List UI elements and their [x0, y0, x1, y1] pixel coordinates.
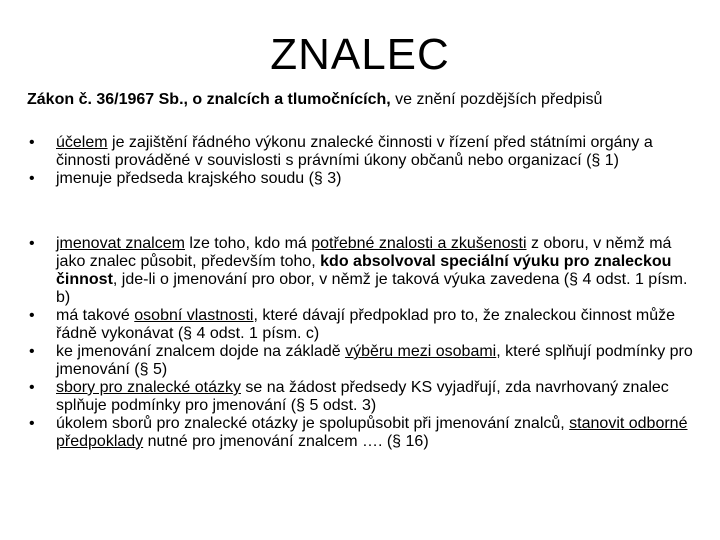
list-item-personal-qualities — [29, 307, 701, 343]
list-item-appointing-authority — [29, 170, 701, 188]
law-amendment-note: ve znění pozdějších předpisů — [390, 91, 603, 108]
slide-title: ZNALEC — [270, 30, 450, 79]
boards-task-text-2: nutné pro jmenování znalcem …. (§ 16) — [143, 433, 429, 450]
personal-qualities-term: osobní vlastnosti — [134, 307, 254, 324]
qualification-text-1: lze toho, kdo má — [184, 235, 312, 252]
boards-task-text-1: úkolem sborů pro znalecké otázky je spolupůsobit při jmenování znalců, — [56, 415, 570, 432]
special-training-term: kdo absolvoval speciální výuku pro znaleckou činnost — [56, 253, 672, 288]
list-item-expert-boards — [29, 379, 701, 415]
list-item-selection — [29, 343, 701, 379]
personal-qualities-text-2: , které dávají předpoklad pro to, že znaleckou činnost může řádně vykonávat (§ 4 odst. 1 písm. c) — [56, 307, 676, 342]
bullet-list-purpose — [29, 134, 701, 188]
selection-text-1: ke jmenování znalcem dojde na základě — [56, 343, 346, 360]
qualification-text-3: , jde-li o jmenování pro obor, v němž je taková výuka zavedena (§ 4 odst. 1 písm. b) — [56, 271, 688, 306]
purpose-text: je zajištění řádného výkonu znalecké činnosti v řízení před státními orgány a činnosti prováděné v souvislosti s právními úkony občanů nebo organizací (§ 1) — [56, 134, 653, 169]
expert-boards-text: se na žádost předsedy KS vyjadřují, zda navrhovaný znalec splňuje podmínky pro jmenování (§ 5 odst. 3) — [56, 379, 669, 414]
list-item-qualification — [29, 235, 701, 307]
appointing-authority-text: jmenuje předseda krajského soudu (§ 3) — [56, 170, 342, 187]
list-item-boards-task — [29, 415, 701, 451]
qualification-text-2: z oboru, v němž má jako znalec působit, především toho, — [56, 235, 672, 270]
law-reference — [27, 90, 707, 110]
selection-term: výběru mezi osobami — [345, 343, 497, 360]
professional-prerequisites-term: stanovit odborné předpoklady — [56, 415, 688, 450]
selection-text-2: , které splňují podmínky pro jmenování (§ 5) — [56, 343, 693, 378]
law-name: Zákon č. 36/1967 Sb., o znalcích a tlumočnících, — [27, 91, 391, 108]
personal-qualities-text-1: má takové — [56, 307, 135, 324]
purpose-term: účelem — [56, 134, 108, 151]
expert-boards-term: sbory pro znalecké otázky — [56, 379, 241, 396]
appoint-expert-term: jmenovat znalcem — [56, 235, 185, 252]
list-item-purpose — [29, 134, 701, 170]
knowledge-experience-term: potřebné znalosti a zkušenosti — [311, 235, 527, 252]
bullet-list-appointment-conditions — [29, 235, 701, 451]
